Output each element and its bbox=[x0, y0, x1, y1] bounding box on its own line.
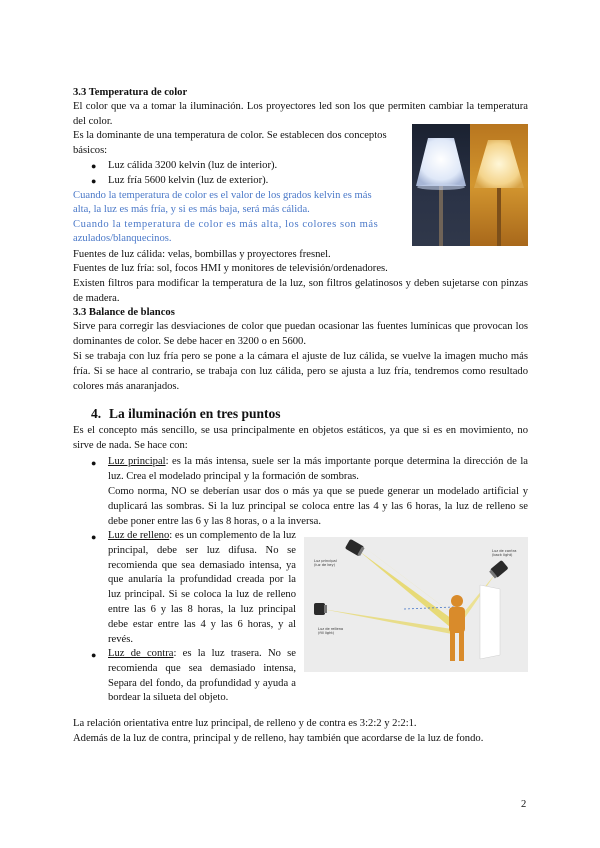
bullet-luz-fria: Luz fría 5600 kelvin (luz de exterior). bbox=[108, 175, 269, 186]
paragraph-filters: Existen filtros para modificar la temperatura de la luz, son filtros gelatinosos y deben sujetarse con pinzas de madera. bbox=[73, 278, 528, 304]
label-luz-principal: Luz principal (luz de key) bbox=[314, 559, 337, 568]
section-heading-temperatura: 3.3 Temperatura de color bbox=[73, 87, 188, 98]
lamp-temperature-photo bbox=[412, 124, 528, 246]
bullet-marker: ● bbox=[91, 458, 97, 468]
bullet-luz-calida: Luz cálida 3200 kelvin (luz de interior). bbox=[108, 160, 278, 171]
label-luz-relleno: Luz de relleno (fill light) bbox=[318, 627, 344, 636]
three-point-lighting-diagram bbox=[304, 537, 528, 672]
paragraph-dominante-line2: básicos: bbox=[73, 145, 108, 156]
blue-note-1-line2: alta, la luz es más fría, y si es más baja, será más cálida. bbox=[73, 204, 310, 215]
paragraph-balance-2: Si se trabaja con luz fría pero se pone a la cámara el ajuste de luz cálida, se vuelve la imagen mucho más fría. Si se hace al contrario, se trabaja con luz cálida, pero se ajusta a luz fría, tendremos como resultado colores más anaranjados. bbox=[73, 351, 528, 392]
label-luz-contra: Luz de contra (back light) bbox=[492, 549, 517, 558]
blue-note-2-line1: Cuando la temperatura de color es más alta, los colores son más bbox=[73, 219, 379, 230]
page-number: 2 bbox=[521, 799, 527, 810]
blue-note-1-line1: Cuando la temperatura de color es el valor de los grados kelvin es más bbox=[73, 190, 372, 201]
cold-sources: Fuentes de luz fría: sol, focos HMI y monitores de televisión/ordenadores. bbox=[73, 263, 388, 274]
bullet-marker: ● bbox=[91, 650, 97, 660]
paragraph-luz-contra: Luz de contra: es la luz trasera. No se recomienda que sea demasiado intensa, Separa del fondo, da profundidad y ayuda a bordear la silueta del objeto. bbox=[108, 648, 296, 704]
paragraph-principal-norma: Como norma, NO se deberían usar dos o más ya que se puede generar un modelado artificial y duplicará las sombras. Si la luz principal se coloca entre las 4 y las 6 horas, la luz de relleno se debe poner entre las 6 y las 8 horas, o a la inversa. bbox=[108, 486, 528, 527]
blue-note-2-line2: azulados/blanquecinos. bbox=[73, 233, 172, 244]
paragraph-luz-relleno: Luz de relleno: es un complemento de la luz principal, debe ser luz difusa. No se recomienda que sea demasiado intensa, ya que anularía la profundidad creada por la luz principal. Si se coloca la luz de relleno entre las 6 y las 8 horas, la luz principal debe estar entre las 4 y las 6 horas, y al revés. bbox=[108, 530, 296, 645]
paragraph-ratio: La relación orientativa entre luz principal, de relleno y de contra es 3:2:2 y 2:2:1. bbox=[73, 718, 417, 729]
paragraph-luz-principal: Luz principal: es la más intensa, suele ser la más importante porque determina la dirección de la luz. Crea el modelado principal y la formación de sombras. bbox=[108, 456, 528, 482]
section-number: 4. bbox=[91, 406, 102, 421]
paragraph-dominante-line1: Es la dominante de una temperatura de color. Se establecen dos conceptos bbox=[73, 130, 387, 141]
paragraph-tres-puntos-intro: Es el concepto más sencillo, se usa principalmente en objetos estáticos, ya que si es en movimiento, no sirve de nada. Se hace con: bbox=[73, 425, 528, 451]
section-heading-balance: 3.3 Balance de blancos bbox=[73, 307, 175, 318]
paragraph-balance-1: Sirve para corregir las desviaciones de color que puedan ocasionar las fuentes lumínicas que provocan los dominantes de color. Se debe hacer en 3200 o en 5600. bbox=[73, 321, 528, 347]
bullet-marker: ● bbox=[91, 532, 97, 542]
warm-sources: Fuentes de luz cálida: velas, bombillas y proyectores fresnel. bbox=[73, 249, 331, 260]
term-luz-relleno: Luz de relleno bbox=[108, 530, 170, 541]
section-heading-tres-puntos: La iluminación en tres puntos bbox=[109, 406, 281, 421]
paragraph-intro-color: El color que va a tomar la iluminación. Los proyectores led son los que permiten cambiar la temperatura del color. bbox=[73, 101, 528, 127]
bullet-marker: ● bbox=[91, 176, 97, 186]
term-luz-contra: Luz de contra bbox=[108, 648, 174, 659]
term-luz-principal: Luz principal bbox=[108, 456, 166, 467]
paragraph-luz-fondo: Además de la luz de contra, principal y de relleno, hay también que acordarse de la luz de fondo. bbox=[73, 733, 484, 744]
bullet-marker: ● bbox=[91, 161, 97, 171]
